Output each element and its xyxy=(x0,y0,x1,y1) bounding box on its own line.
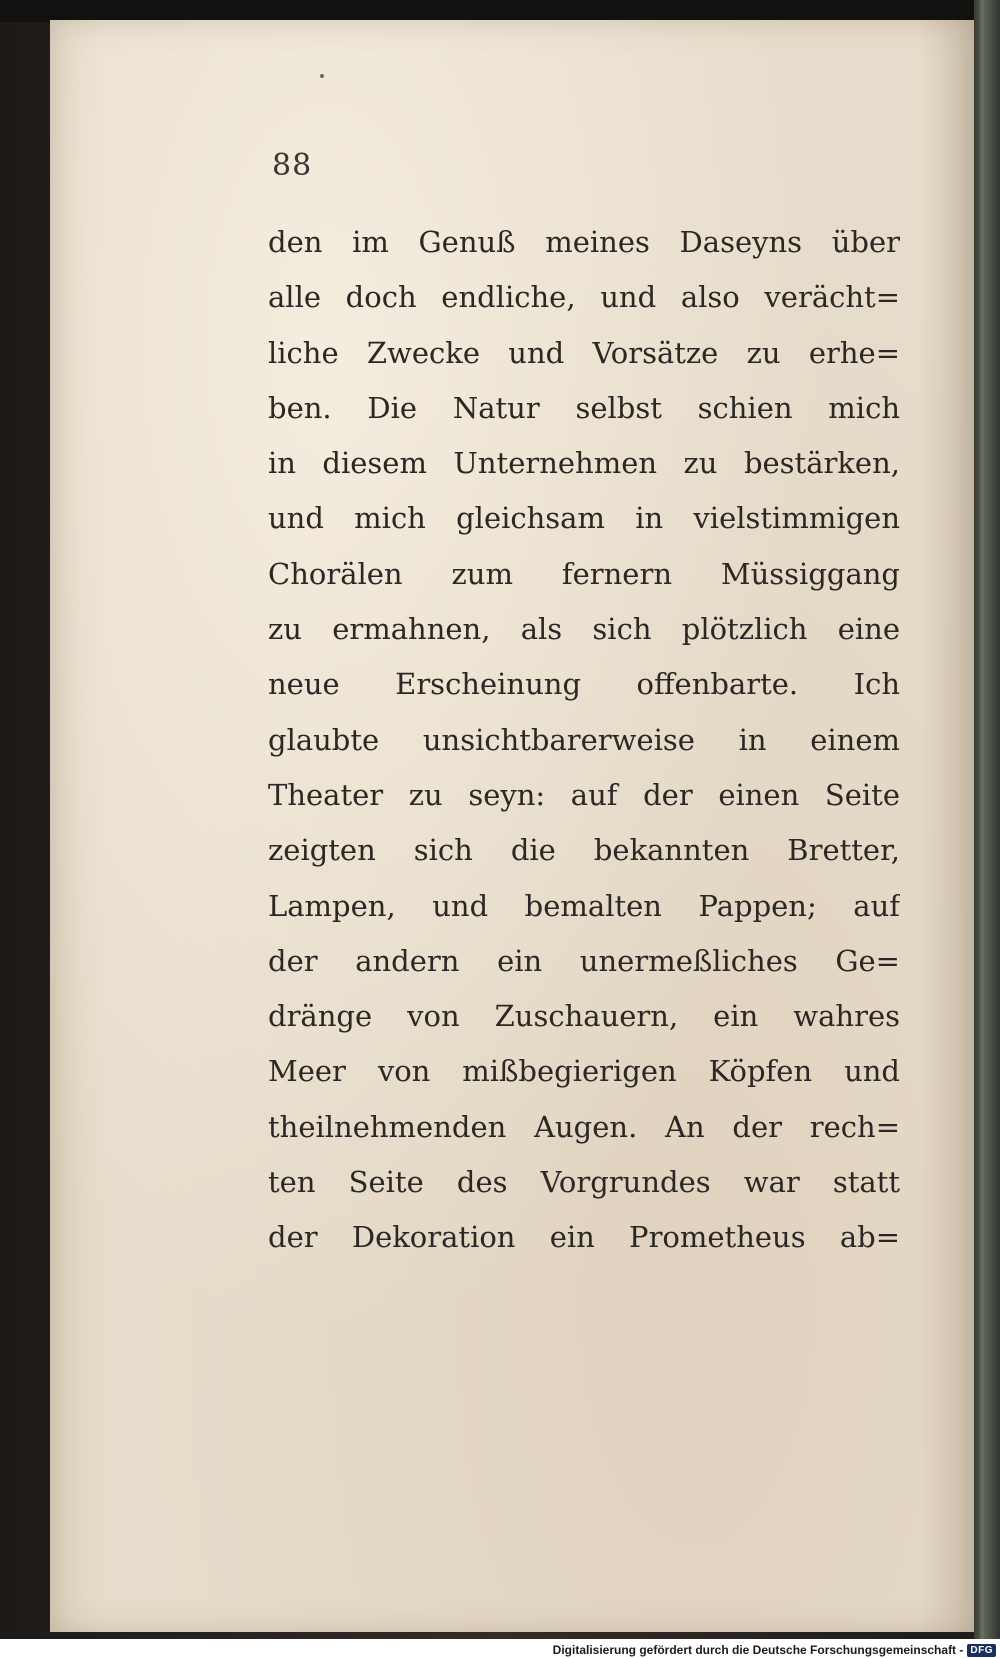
scan-top-edge xyxy=(0,0,1000,22)
text-line: neue Erscheinung offenbarte. Ich xyxy=(268,667,900,702)
text-line: dränge von Zuschauern, ein wahres xyxy=(268,999,900,1034)
paper-speck xyxy=(320,74,324,78)
text-line: theilnehmenden Augen. An der rech= xyxy=(268,1109,900,1144)
text-line: und mich gleichsam in vielstimmigen xyxy=(268,501,900,536)
text-line: Theater zu seyn: auf der einen Seite xyxy=(268,777,900,812)
dfg-logo: DFG xyxy=(967,1644,996,1657)
text-line: der andern ein unermeßliches Ge= xyxy=(268,943,900,978)
body-text xyxy=(268,215,900,1266)
book-binding-edge xyxy=(974,0,1000,1640)
text-line: alle doch endliche, und also verächt= xyxy=(268,280,900,315)
text-line: ben. Die Natur selbst schien mich xyxy=(268,390,900,425)
text-line: liche Zwecke und Vorsätze zu erhe= xyxy=(268,335,900,370)
digitization-credit xyxy=(553,1643,996,1657)
text-line: der Dekoration ein Prometheus ab= xyxy=(268,1220,900,1255)
text-line: zu ermahnen, als sich plötzlich eine xyxy=(268,612,900,647)
text-line: zeigten sich die bekannten Bretter, xyxy=(268,833,900,868)
text-line: ten Seite des Vorgrundes war statt xyxy=(268,1165,900,1200)
text-line: Chorälen zum fernern Müssiggang xyxy=(268,556,900,591)
page-number: 88 xyxy=(272,148,313,183)
credit-text: Digitalisierung gefördert durch die Deutsche Forschungsgemeinschaft - xyxy=(552,1643,964,1657)
text-line: glaubte unsichtbarerweise in einem xyxy=(268,722,900,757)
text-line: in diesem Unternehmen zu bestärken, xyxy=(268,446,900,481)
credit-bar xyxy=(0,1639,1000,1659)
text-line: Meer von mißbegierigen Köpfen und xyxy=(268,1054,900,1089)
text-line: Lampen, und bemalten Pappen; auf xyxy=(268,888,900,923)
text-line: den im Genuß meines Daseyns über xyxy=(268,225,900,259)
paper-page xyxy=(50,20,974,1632)
